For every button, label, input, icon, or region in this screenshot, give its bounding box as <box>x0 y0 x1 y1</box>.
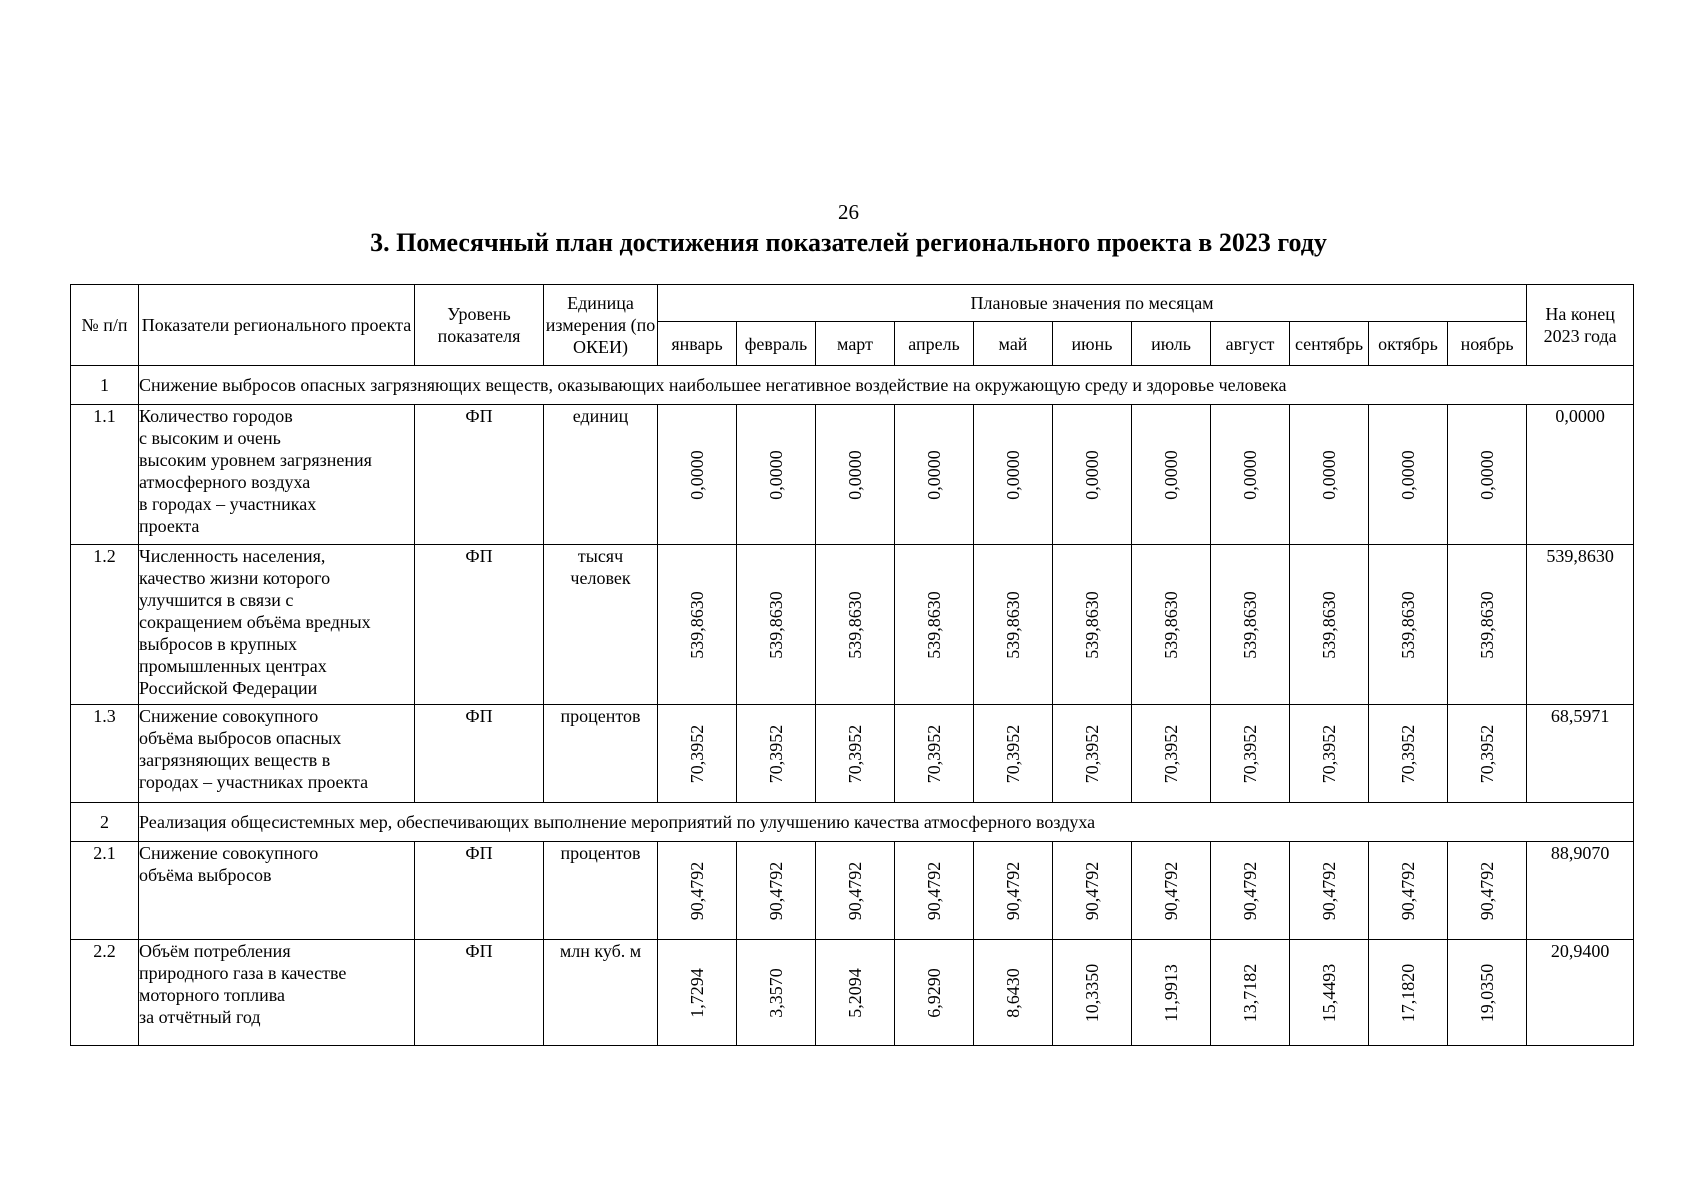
indicator-line: городах – участниках проекта <box>139 772 369 792</box>
monthly-value-cell <box>816 545 895 705</box>
monthly-value: 90,4792 <box>1161 861 1181 920</box>
final-value: 0,0000 <box>1527 405 1634 545</box>
monthly-value-cell <box>974 940 1053 1046</box>
final-value: 68,5971 <box>1527 705 1634 803</box>
indicator-line: за отчётный год <box>139 1007 261 1027</box>
monthly-value: 90,4792 <box>1319 861 1339 920</box>
monthly-value-cell <box>1132 405 1211 545</box>
indicator-line: природного газа в качестве <box>139 963 347 983</box>
monthly-value: 90,4792 <box>1240 861 1260 920</box>
monthly-value-cell <box>1211 940 1290 1046</box>
monthly-value: 539,8630 <box>1082 590 1102 659</box>
header-final: На конец 2023 года <box>1527 285 1634 366</box>
monthly-value-cell <box>1132 705 1211 803</box>
monthly-value: 0,0000 <box>687 449 707 500</box>
monthly-value-cell <box>974 405 1053 545</box>
monthly-value: 0,0000 <box>924 449 944 500</box>
monthly-value-cell <box>737 405 816 545</box>
monthly-value-cell <box>974 705 1053 803</box>
monthly-value-cell <box>1053 940 1132 1046</box>
monthly-value-cell <box>1448 545 1527 705</box>
indicator-line: объёма выбросов опасных <box>139 728 342 748</box>
header-month: март <box>816 322 895 366</box>
table-body <box>71 366 1634 1046</box>
monthly-value-cell <box>895 545 974 705</box>
monthly-value-cell <box>1369 940 1448 1046</box>
indicator-line: выбросов в крупных <box>139 634 298 654</box>
indicator-level: ФП <box>415 705 544 803</box>
section-title: Реализация общесистемных мер, обеспечивающих выполнение мероприятий по улучшению качества атмосферного воздуха <box>139 803 1634 842</box>
header-month: январь <box>658 322 737 366</box>
monthly-value-cell <box>658 940 737 1046</box>
final-value: 539,8630 <box>1527 545 1634 705</box>
monthly-value: 0,0000 <box>1477 449 1498 500</box>
monthly-value: 539,8630 <box>687 590 707 659</box>
indicator-cell <box>139 405 415 545</box>
monthly-value: 1,7294 <box>687 967 707 1018</box>
monthly-value-cell <box>1211 842 1290 940</box>
section-row <box>71 366 1634 405</box>
header-month: сентябрь <box>1290 322 1369 366</box>
monthly-value: 90,4792 <box>1398 861 1418 920</box>
indicator-line: с высоким и очень <box>139 428 281 448</box>
monthly-value: 3,3570 <box>766 967 786 1018</box>
monthly-value-cell <box>1290 545 1369 705</box>
monthly-value: 6,9290 <box>924 967 944 1018</box>
monthly-value-cell <box>658 705 737 803</box>
monthly-value-cell <box>816 842 895 940</box>
header-month: май <box>974 322 1053 366</box>
monthly-value-cell <box>895 940 974 1046</box>
unit-cell <box>544 940 658 1046</box>
monthly-value-cell <box>1053 405 1132 545</box>
unit-line: человек <box>570 568 631 588</box>
monthly-value: 0,0000 <box>1319 449 1339 500</box>
unit-cell <box>544 705 658 803</box>
monthly-value: 0,0000 <box>1240 449 1260 500</box>
monthly-value-cell <box>974 842 1053 940</box>
monthly-value: 70,3952 <box>924 724 944 783</box>
monthly-value-cell <box>1053 545 1132 705</box>
monthly-value-cell <box>1211 405 1290 545</box>
monthly-value-cell <box>1369 705 1448 803</box>
monthly-value-cell <box>1290 405 1369 545</box>
section-row <box>71 803 1634 842</box>
monthly-value: 90,4792 <box>766 861 786 920</box>
indicator-line: объёма выбросов <box>139 865 272 885</box>
monthly-value: 539,8630 <box>1398 590 1418 659</box>
monthly-value-cell <box>1448 405 1527 545</box>
indicator-line: проекта <box>139 516 200 536</box>
table-row <box>71 940 1634 1046</box>
section-number: 1 <box>71 366 139 405</box>
monthly-plan-table <box>70 284 1634 1046</box>
monthly-value: 15,4493 <box>1319 963 1339 1022</box>
header-month: август <box>1211 322 1290 366</box>
monthly-value: 70,3952 <box>687 724 707 783</box>
unit-line: млн куб. м <box>559 941 642 961</box>
monthly-value: 539,8630 <box>1477 590 1498 659</box>
header-level: Уровень показателя <box>415 285 544 366</box>
monthly-value-cell <box>658 842 737 940</box>
indicator-line: загрязняющих веществ в <box>139 750 331 770</box>
header-indicator: Показатели регионального проекта <box>139 285 415 366</box>
final-value: 88,9070 <box>1527 842 1634 940</box>
monthly-value-cell <box>1448 705 1527 803</box>
monthly-value: 70,3952 <box>1398 724 1418 783</box>
monthly-value-cell <box>1290 940 1369 1046</box>
monthly-value-cell <box>1369 405 1448 545</box>
indicator-level: ФП <box>415 405 544 545</box>
monthly-value: 10,3350 <box>1082 963 1102 1022</box>
indicator-line: качество жизни которого <box>139 568 331 588</box>
monthly-value-cell <box>816 705 895 803</box>
row-number: 1.2 <box>71 545 139 705</box>
monthly-value: 19,0350 <box>1477 963 1498 1022</box>
monthly-value-cell <box>658 545 737 705</box>
monthly-value: 539,8630 <box>1319 590 1339 659</box>
monthly-value: 90,4792 <box>1477 861 1498 920</box>
monthly-value-cell <box>1053 705 1132 803</box>
monthly-value: 11,9913 <box>1161 963 1181 1022</box>
indicator-line: сокращением объёма вредных <box>139 612 371 632</box>
row-number: 2.2 <box>71 940 139 1046</box>
unit-line: процентов <box>560 706 641 726</box>
header-month: июнь <box>1053 322 1132 366</box>
monthly-value-cell <box>1132 940 1211 1046</box>
indicator-level: ФП <box>415 842 544 940</box>
indicator-line: улучшится в связи с <box>139 590 294 610</box>
monthly-value-cell <box>1369 545 1448 705</box>
indicator-line: Объём потребления <box>139 941 291 961</box>
monthly-value: 70,3952 <box>1082 724 1102 783</box>
monthly-value: 70,3952 <box>1003 724 1023 783</box>
page-number: 26 <box>838 200 859 224</box>
monthly-value-cell <box>1132 842 1211 940</box>
final-value: 20,9400 <box>1527 940 1634 1046</box>
monthly-value-cell <box>816 405 895 545</box>
page-title: 3. Помесячный план достижения показателей регионального проекта в 2023 году <box>370 228 1327 257</box>
monthly-value-cell <box>1448 842 1527 940</box>
indicator-cell <box>139 940 415 1046</box>
monthly-value: 539,8630 <box>1003 590 1023 659</box>
unit-cell <box>544 405 658 545</box>
monthly-value: 539,8630 <box>766 590 786 659</box>
monthly-value-cell <box>1290 705 1369 803</box>
monthly-value: 0,0000 <box>1003 449 1023 500</box>
monthly-value: 70,3952 <box>1477 724 1498 783</box>
section-title: Снижение выбросов опасных загрязняющих веществ, оказывающих наибольшее негативное воздействие на окружающую среду и здоровье человека <box>139 366 1634 405</box>
indicator-line: Снижение совокупного <box>139 706 319 726</box>
table-row <box>71 842 1634 940</box>
indicator-line: моторного топлива <box>139 985 285 1005</box>
indicator-line: Российской Федерации <box>139 678 318 698</box>
monthly-value-cell <box>816 940 895 1046</box>
monthly-value-cell <box>895 405 974 545</box>
monthly-value: 539,8630 <box>924 590 944 659</box>
monthly-value: 90,4792 <box>924 861 944 920</box>
indicator-line: Количество городов <box>139 406 293 426</box>
indicator-level: ФП <box>415 545 544 705</box>
row-number: 2.1 <box>71 842 139 940</box>
header-unit: Единица измерения (по ОКЕИ) <box>544 285 658 366</box>
unit-cell <box>544 842 658 940</box>
monthly-value-cell <box>1369 842 1448 940</box>
header-month: октябрь <box>1369 322 1448 366</box>
header-month: ноябрь <box>1448 322 1527 366</box>
monthly-value-cell <box>1290 842 1369 940</box>
monthly-value-cell <box>895 842 974 940</box>
monthly-value-cell <box>737 940 816 1046</box>
unit-cell <box>544 545 658 705</box>
monthly-value-cell <box>1211 705 1290 803</box>
indicator-line: Снижение совокупного <box>139 843 319 863</box>
table-header <box>71 285 1634 366</box>
monthly-value: 90,4792 <box>845 861 865 920</box>
monthly-value: 70,3952 <box>1240 724 1260 783</box>
indicator-cell <box>139 545 415 705</box>
monthly-value-cell <box>1132 545 1211 705</box>
monthly-value: 90,4792 <box>687 861 707 920</box>
monthly-value-cell <box>974 545 1053 705</box>
row-number: 1.1 <box>71 405 139 545</box>
monthly-value: 70,3952 <box>1319 724 1339 783</box>
header-num: № п/п <box>71 285 139 366</box>
monthly-value: 8,6430 <box>1003 967 1023 1018</box>
table-row <box>71 545 1634 705</box>
monthly-value: 539,8630 <box>845 590 865 659</box>
header-month: февраль <box>737 322 816 366</box>
unit-line: единиц <box>572 406 629 426</box>
monthly-value: 5,2094 <box>845 967 865 1018</box>
monthly-value: 70,3952 <box>845 724 865 783</box>
header-month: апрель <box>895 322 974 366</box>
indicator-line: промышленных центрах <box>139 656 327 676</box>
unit-line: тысяч <box>577 546 624 566</box>
indicator-cell <box>139 842 415 940</box>
monthly-value: 90,4792 <box>1003 861 1023 920</box>
table-row <box>71 705 1634 803</box>
monthly-value: 17,1820 <box>1398 963 1418 1022</box>
monthly-value: 70,3952 <box>766 724 786 783</box>
unit-line: процентов <box>560 843 641 863</box>
monthly-value: 90,4792 <box>1082 861 1102 920</box>
indicator-line: высоким уровнем загрязнения <box>139 450 372 470</box>
monthly-value: 539,8630 <box>1161 590 1181 659</box>
monthly-value-cell <box>895 705 974 803</box>
monthly-value-cell <box>658 405 737 545</box>
table-row <box>71 405 1634 545</box>
monthly-value: 539,8630 <box>1240 590 1260 659</box>
indicator-level: ФП <box>415 940 544 1046</box>
monthly-value: 0,0000 <box>1082 449 1102 500</box>
indicator-line: в городах – участниках <box>139 494 317 514</box>
monthly-value-cell <box>1211 545 1290 705</box>
monthly-value: 0,0000 <box>1161 449 1181 500</box>
monthly-value: 0,0000 <box>766 449 786 500</box>
monthly-value-cell <box>1053 842 1132 940</box>
monthly-value: 13,7182 <box>1240 963 1260 1022</box>
header-month: июль <box>1132 322 1211 366</box>
monthly-value: 70,3952 <box>1161 724 1181 783</box>
monthly-value-cell <box>737 705 816 803</box>
monthly-value-cell <box>737 842 816 940</box>
monthly-value-cell <box>1448 940 1527 1046</box>
monthly-value: 0,0000 <box>1398 449 1418 500</box>
indicator-line: Численность населения, <box>139 546 326 566</box>
indicator-cell <box>139 705 415 803</box>
indicator-line: атмосферного воздуха <box>139 472 311 492</box>
header-monthly-group: Плановые значения по месяцам <box>658 285 1527 322</box>
monthly-value-cell <box>737 545 816 705</box>
monthly-value: 0,0000 <box>845 449 865 500</box>
row-number: 1.3 <box>71 705 139 803</box>
section-number: 2 <box>71 803 139 842</box>
